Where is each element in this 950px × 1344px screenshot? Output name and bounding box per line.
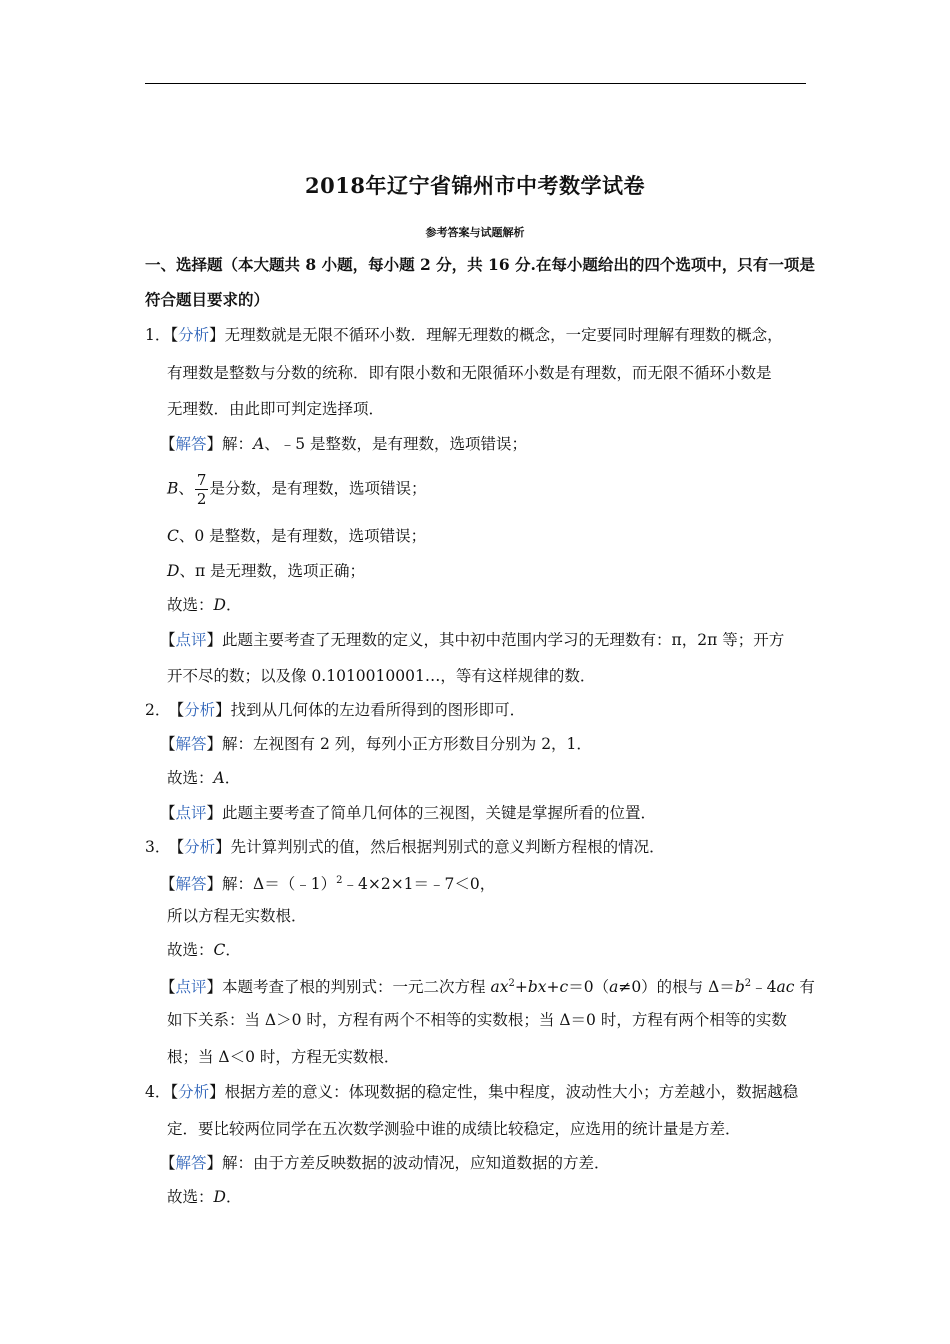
question-number: 2． [145, 701, 171, 719]
answer-tag: 解答 [175, 875, 207, 894]
analysis-tag: 分析 [184, 701, 216, 719]
review-tag: 点评 [175, 631, 207, 649]
math-op: ＝0（ [568, 978, 610, 997]
review-tag: 点评 [175, 804, 207, 822]
q1-choice [167, 595, 241, 615]
q1-answer-d [167, 561, 365, 581]
exponent: 2 [336, 875, 343, 886]
option-letter: C [167, 527, 179, 545]
choice-suffix: ． [225, 941, 241, 959]
math-op: + [546, 978, 560, 997]
section-heading-line1: 一、选择题（本大题共 8 小题，每小题 2 分，共 16 分.在每小题给出的四个选项中，只有一项是 [145, 255, 815, 274]
choice-suffix: ． [224, 769, 241, 787]
section-heading-line2: 符合题目要求的） [145, 290, 270, 309]
q4-analysis-line1: 4．【分析】根据方差的意义：体现数据的稳定性，集中程度，波动性大小；方差越小，数据越稳 [145, 1083, 799, 1101]
answer-tag: 解答 [175, 435, 207, 453]
fraction [195, 471, 209, 508]
answer-text: 、0 是整数，是有理数，选项错误； [178, 527, 427, 545]
review-text: 此题主要考查了简单几何体的三视图，关键是掌握所看的位置． [222, 804, 657, 822]
q3-choice [167, 940, 241, 960]
answer-text: 、π 是无理数，选项正确； [179, 562, 366, 580]
answer-text: 解：由于方差反映数据的波动情况，应知道数据的方差． [222, 1154, 610, 1172]
q4-choice [167, 1187, 241, 1207]
math-op: + [514, 978, 528, 997]
choice-letter: C [213, 941, 226, 959]
answer-text: 解：Δ＝（﹣1） [222, 875, 337, 894]
answer-tag: 解答 [175, 735, 207, 753]
analysis-text: 找到从几何体的左边看所得到的图形即可． [230, 701, 526, 719]
fraction-numerator: 7 [196, 471, 207, 489]
analysis-tag: 分析 [178, 326, 210, 344]
analysis-text: 先计算判别式的值，然后根据判别式的意义判断方程根的情况． [230, 838, 665, 856]
q2-answer-line1: 【解答】解：左视图有 2 列，每列小正方形数目分别为 2，1． [160, 735, 592, 753]
option-letter: B [167, 479, 179, 498]
answer-tag: 解答 [175, 1154, 207, 1172]
choice-suffix: ． [225, 1188, 242, 1206]
option-letter: D [167, 562, 180, 580]
answer-text: 、﹣5 是整数，是有理数，选项错误； [264, 435, 528, 453]
choice-prefix: 故选： [167, 1188, 214, 1206]
review-text: 此题主要考查了无理数的定义，其中初中范围内学习的无理数有：π，2π 等；开方 [222, 631, 785, 649]
fraction-denominator: 2 [196, 490, 207, 508]
q2-analysis-line1: 2． 【分析】找到从几何体的左边看所得到的图形即可． [145, 701, 526, 719]
math-var: b [734, 978, 745, 997]
q1-analysis-line3: 无理数．由此即可判定选择项． [167, 400, 385, 418]
q3-answer-line1: 【解答】解：Δ＝（﹣1）$^2$﹣4×2×1＝﹣7＜0， [160, 875, 496, 894]
math-var: c [559, 978, 569, 997]
q3-answer-line2: 所以方程无实数根． [167, 907, 307, 925]
choice-letter: A [213, 769, 225, 787]
analysis-text: 根据方差的意义：体现数据的稳定性，集中程度，波动性大小；方差越小，数据越稳 [224, 1083, 799, 1101]
q1-analysis-line2: 有理数是整数与分数的统称．即有限小数和无限循环小数是有理数，而无限不循环小数是 [167, 364, 772, 382]
answer-text: 解：左视图有 2 列，每列小正方形数目分别为 2，1． [222, 735, 592, 753]
q3-analysis-line1: 3． 【分析】先计算判别式的值，然后根据判别式的意义判断方程根的情况． [145, 838, 665, 856]
exponent: 2 [508, 978, 515, 989]
option-letter: A [253, 435, 265, 453]
answer-prefix: 解： [222, 435, 254, 453]
header-rule [145, 83, 806, 84]
question-number: 3． [145, 838, 171, 856]
choice-prefix: 故选： [167, 769, 214, 787]
choice-prefix: 故选： [167, 941, 214, 959]
math-op: ﹣4 [751, 978, 777, 997]
q4-answer-line1: 【解答】解：由于方差反映数据的波动情况，应知道数据的方差． [160, 1154, 610, 1172]
analysis-tag: 分析 [178, 1083, 210, 1101]
math-var: ax [490, 978, 509, 997]
q1-answer-b [167, 471, 426, 508]
analysis-tag: 分析 [184, 838, 216, 856]
answer-text: 是分数，是有理数，选项错误； [209, 479, 427, 498]
q4-analysis-line2: 定．要比较两位同学在五次数学测验中谁的成绩比较稳定，应选用的统计量是方差． [167, 1120, 741, 1138]
q1-answer-a: 【解答】解：A、﹣5 是整数，是有理数，选项错误； [160, 435, 528, 453]
analysis-text: 无理数就是无限不循环小数．理解无理数的概念，一定要同时理解有理数的概念， [224, 326, 783, 344]
separator: 、 [178, 479, 194, 498]
q3-review-line1: 【点评】本题考查了根的判别式：一元二次方程 $ax^2+bx+c=0(a\ne 0)$的根与 $\Delta=b^2﹣4ac$ 有 [160, 978, 815, 997]
q2-review-line1: 【点评】此题主要考查了简单几何体的三视图，关键是掌握所看的位置． [160, 804, 657, 822]
q2-choice [167, 768, 240, 788]
q3-review-line3: 根；当 Δ＜0 时，方程无实数根． [167, 1048, 400, 1066]
choice-letter: D [213, 596, 226, 614]
math-var: ac [776, 978, 795, 997]
page-subtitle: 参考答案与试题解析 [425, 226, 525, 239]
choice-letter: D [213, 1188, 226, 1206]
choice-prefix: 故选： [167, 596, 214, 614]
q1-answer-c [167, 526, 426, 546]
review-text: 本题考查了根的判别式：一元二次方程 [222, 978, 491, 997]
question-number: 4． [145, 1083, 171, 1101]
question-number: 1． [145, 326, 171, 344]
math-var: bx [527, 978, 547, 997]
q3-review-line2: 如下关系：当 Δ＞0 时，方程有两个不相等的实数根；当 Δ＝0 时，方程有两个相等的实数 [167, 1011, 787, 1029]
answer-text: ﹣4×2×1＝﹣7＜0， [342, 875, 496, 894]
q1-review-line2: 开不尽的数；以及像 0.1010010001…，等有这样规律的数． [167, 667, 596, 685]
math-var: a [609, 978, 619, 997]
review-tag: 点评 [175, 978, 207, 997]
page-title: 2018年辽宁省锦州市中考数学试卷 [305, 173, 645, 198]
review-text: 有 [794, 978, 815, 997]
q1-review-line1: 【点评】此题主要考查了无理数的定义，其中初中范围内学习的无理数有：π，2π 等；开方 [160, 631, 785, 649]
choice-suffix: ． [225, 596, 242, 614]
review-text: ≠0）的根与 Δ＝ [618, 978, 735, 997]
exponent: 2 [744, 978, 752, 989]
q1-analysis-line1: 1．【分析】无理数就是无限不循环小数．理解无理数的概念，一定要同时理解有理数的概念， [145, 326, 783, 344]
